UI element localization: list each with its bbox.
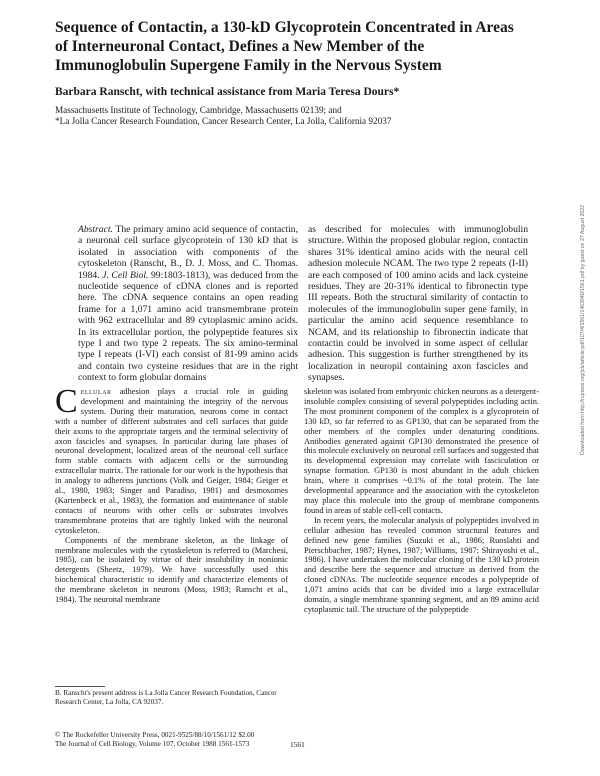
footnote-rule: [55, 686, 105, 687]
body-paragraph-4: In recent years, the molecular analysis of polypeptides involved in cellular adhesion has revealed common structural features and defined new gene families (Suzuki et al., 1986; Ruoslahti and Pierschbacher, 1987; Hynes, 1987; Williams, 1987; Shirayoshi et al., 1986). I have undertaken the molecular cloning of the 130 kD protein and describe here the sequence and structure as derived from the cloned cDNAs. The nucleotide sequence encodes a polypeptide of 1,071 amino acids that can be divided into a large extracellular domain, a single membrane spanning segment, and an 89 amino acid cytoplasmic tail. The structure of the polypeptide: [304, 515, 539, 614]
copyright-line: © The Rockefeller University Press, 0021-9525/88/10/1561/12 $2.00: [55, 731, 255, 739]
abstract-right-column: [308, 224, 528, 384]
smallcaps-word: ellular: [80, 387, 112, 396]
abstract-text-3: as described for molecules with immunoglobulin structure. Within the proposed globular region, contactin shares 31% identical amino acids with the neural cell adhesion molecule NCAM. The two type 2 repeats (I-II) are each composed of 100 amino acids and lack cysteine residues. They are 20-31% identical to fibronectin type III repeats. Both the structural similarity of contactin to molecules of the immunoglobulin super gene family, in particular the amino acid sequence resemblance to NCAM, and its relationship to fibronectin indicate that contactin could be involved in some aspect of cellular adhesion. This suggestion is further strengthened by its localization in neuropil containing axon fascicles and synapses.: [308, 224, 528, 384]
affiliation-2: *La Jolla Cancer Research Foundation, Cancer Research Center, La Jolla, California 92037: [55, 116, 392, 126]
journal-citation-line: The Journal of Cell Biology, Volume 107, October 1988 1561-1573: [55, 740, 250, 748]
abstract-text-1: The primary amino acid sequence of contactin, a neuronal cell surface glycoprotein of 130 kD that is isolated in association with components of the cytoskeleton (Ranscht, B., D. J. Moss, and C. Thomas. 1984.: [78, 224, 299, 281]
abstract-left-column: [78, 224, 298, 384]
abstract-label: Abstract.: [78, 224, 113, 235]
abstract-journal: J. Cell Biol.: [102, 269, 149, 281]
body-paragraph-1: [55, 383, 288, 536]
abstract-text-2: 99:1803-1813), was deduced from the nucleotide sequence of cDNA clones and is reported here. The cDNA sequence contains an open reading frame for a 1,071 amino acid transmembrane protein with 962 extracellular and 89 cytoplasmic amino acids. In its extracellular portion, the polypeptide features six type I and two type 2 repeats. The six amino-terminal type I repeats (I-VI) each consist of 81-99 amino acids and contain two cysteine residues that are in the right context to form globular domains: [78, 269, 298, 384]
paper-title: Sequence of Contactin, a 130-kD Glycoprotein Concentrated in Areas of Interneuronal Contact, Defines a New Member of the Immunoglobulin Supergene Family in the Nervous System: [55, 19, 514, 74]
download-watermark: Downloaded from http://rupress.org/jcb/article-pdf/107/4/1561/1463940/1561.pdf by guest on 27 August 2022: [580, 204, 586, 455]
body-paragraph-3: skeleton was isolated from embryonic chicken neurons as a detergent-insoluble complex consisting of several polypeptides including actin. The most prominent component of the complex is a glycoprotein of 130 kD, so far referred to as GP130, that can be separated from the other members of the complex under denaturing conditions. Antibodies generated against GP130 demonstrated the presence of this molecule exclusively on neuronal cell surfaces and suggested that its developmental expression may correlate with fasciculation or synapse formation. GP130 is most abundant in the adult chicken brain, where it comprises ~0.1% of the total protein. The late developmental appearance and the association with the cytoskeleton may place this molecule into the group of membrane components found in areas of stable cell-cell contacts.: [304, 387, 539, 515]
body-right-column: [304, 387, 539, 615]
footnote: B. Ranscht's present address is La Jolla Cancer Research Foundation, Cancer Research Center, La Jolla, CA 92037.: [55, 689, 277, 706]
body-left-column: [55, 383, 288, 605]
body-paragraph-2: Components of the membrane skeleton, as the linkage of membrane molecules with the cytoskeleton is referred to (Marchesi, 1985), can be isolated by virtue of their insolubility in nonionic detergents (Sheetz, 1979). We have successfully used this biochemical characteristic to identify and characterize elements of the membrane skeleton in neurons (Moss, 1983; Ranscht et al., 1984). The neuronal membrane: [55, 535, 288, 605]
body-text-1: adhesion plays a crucial role in guiding development and maintaining the integrity of the nervous system. During their maturation, neurons come in contact with a number of different substrates and cell surfaces that guide their axons to the appropriate targets and the terminal selectivity of axon fascicles and synapses. In particular during late phases of neuronal development, localized areas of the neuronal cell surface form stable contacts with adjacent cells or the surrounding extracellular matrix. The rationale for our work is the hypothesis that in analogy to adherens junctions (Volk and Geiger, 1984; Geiger et al., 1980, 1983; Singer and Paradiso, 1981) and desmosomes (Kartenbeck et al., 1983), the formation and maintenance of stable contacts of neurons with other cells or substrates involves transmembrane proteins that are tightly linked with the neuronal cytoskeleton.: [55, 387, 288, 535]
author-line: Barbara Ranscht, with technical assistance from Maria Teresa Dours*: [55, 86, 400, 98]
affiliation-1: Massachusetts Institute of Technology, Cambridge, Massachusetts 02139; and: [55, 105, 342, 115]
drop-cap: C: [55, 383, 78, 420]
page-number: 1561: [290, 740, 305, 749]
